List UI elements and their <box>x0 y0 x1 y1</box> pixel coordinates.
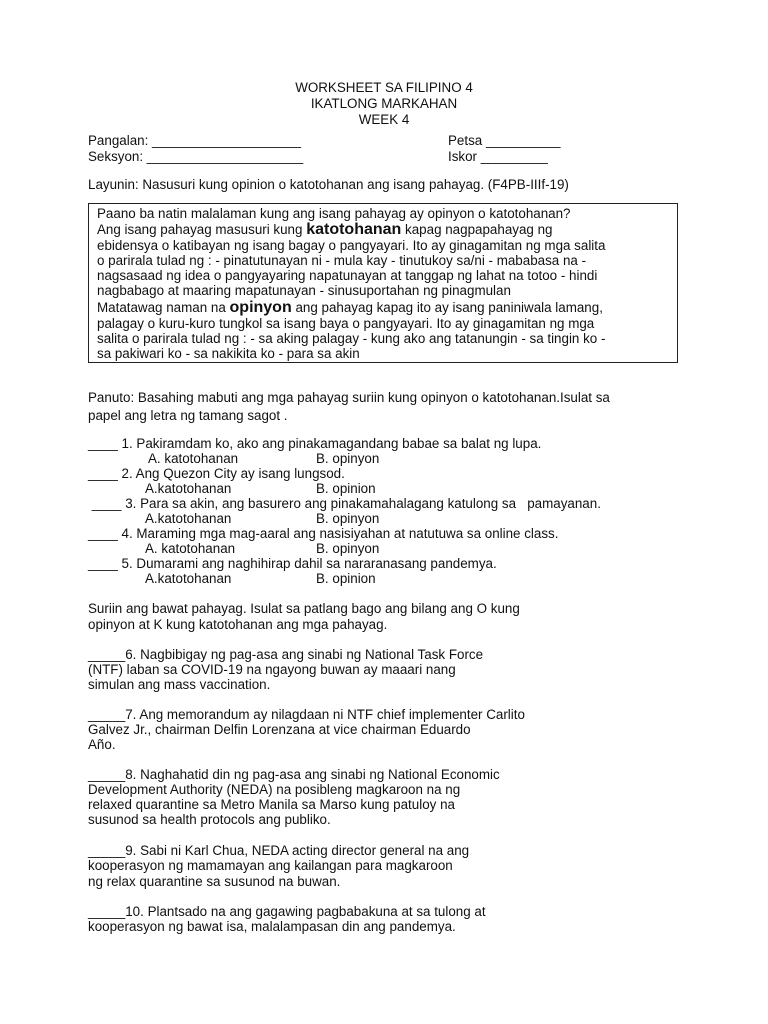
statement-line: kooperasyon ng bawat isa, malalampasan din ang pandemya. <box>88 919 456 934</box>
instructions-line: Suriin ang bawat pahayag. Isulat sa patlang bago ang bilang ang O kung <box>88 601 520 616</box>
question-item-1: ____ 1. Pakiramdam ko, ako ang pinakamagandang babae sa balat ng lupa. <box>88 436 542 451</box>
fact-line: o parirala tulad ng : - pinatutunayan ni - mula kay - tinutukoy sa/ni - mababasa na - <box>97 253 587 268</box>
opinion-line: salita o parirala tulad ng : - sa aking palagay - kung ako ang tatanungin - sa tingin ko - <box>97 331 606 346</box>
quarter-label: IKATLONG MARKAHAN <box>310 96 458 111</box>
choice-a: A.katotohanan <box>145 511 232 526</box>
fact-term: katotohanan <box>306 221 402 238</box>
instructions-line: Panuto: Basahing mabuti ang mga pahayag suriin kung opinyon o katotohanan.Isulat sa <box>88 390 610 405</box>
section-field: Seksyon: _____________________ <box>88 149 304 164</box>
statement-line: kooperasyon ng mamamayan ang kailangan para magkaroon <box>88 858 453 873</box>
opinion-line: palagay o kuru-kuro tungkol sa isang baya o pangyayari. Ito ay ginagamitan ng mga <box>97 316 595 331</box>
statement-line: simulan ang mass vaccination. <box>88 677 271 692</box>
statement-item-10: _____10. Plantsado na ang gagawing pagbabakuna at sa tulong at <box>88 904 486 919</box>
question-item-4: ____ 4. Maraming mga mag-aaral ang nasisiyahan at natutuwa sa online class. <box>88 526 559 541</box>
name-field: Pangalan: ____________________ <box>88 133 301 148</box>
choice-b: B. opinyon <box>316 451 380 466</box>
statement-item-8: _____8. Naghahatid din ng pag-asa ang sinabi ng National Economic <box>88 767 500 782</box>
fact-line: nagbabago at maaring mapatunayan - sinusuportahan ng pinagmulan <box>97 283 511 298</box>
choice-a: A.katotohanan <box>145 481 232 496</box>
choice-b: B. opinion <box>316 481 376 496</box>
fact-prefix: Ang isang pahayag masusuri kung <box>97 222 307 237</box>
choice-a: A. katotohanan <box>145 541 236 556</box>
opinion-suffix: ang pahayag kapag ito ay isang paniniwala lamang, <box>291 300 603 315</box>
question-item-3: ____ 3. Para sa akin, ang basurero ang pinakamahalagang katulong sa pamayanan. <box>88 496 601 511</box>
instructions-line: papel ang letra ng tamang sagot . <box>88 408 288 423</box>
worksheet-title: WORKSHEET SA FILIPINO 4 <box>295 80 473 95</box>
score-field: Iskor _________ <box>448 149 548 164</box>
date-field: Petsa __________ <box>448 133 561 148</box>
statement-line: Galvez Jr., chairman Delfin Lorenzana at vice chairman Eduardo <box>88 722 471 737</box>
fact-definition-line <box>97 222 552 237</box>
objective-text: Layunin: Nasusuri kung opinion o katotohanan ang isang pahayag. (F4PB-IIIf-19) <box>88 177 569 192</box>
statement-line: ng relax quarantine sa susunod na buwan. <box>88 874 341 889</box>
fact-line: nagsasaad ng idea o pangyayaring napatunayan at tanggap ng lahat na totoo - hindi <box>97 268 598 283</box>
statement-line: susunod sa health protocols ang publiko. <box>88 812 331 827</box>
instructions-line: opinyon at K kung katotohanan ang mga pahayag. <box>88 617 388 632</box>
choice-b: B. opinyon <box>316 541 380 556</box>
opinion-term: opinyon <box>229 299 292 316</box>
choice-a: A.katotohanan <box>145 571 232 586</box>
opinion-definition-line <box>97 300 603 315</box>
statement-item-7: _____7. Ang memorandum ay nilagdaan ni NTF chief implementer Carlito <box>88 707 525 722</box>
statement-line: Development Authority (NEDA) na posibleng magkaroon na ng <box>88 782 461 797</box>
fact-suffix: kapag nagpapahayag ng <box>401 222 553 237</box>
choice-a: A. katotohanan <box>148 451 239 466</box>
info-question: Paano ba natin malalaman kung ang isang pahayag ay opinyon o katotohanan? <box>97 206 571 221</box>
opinion-line: sa pakiwari ko - sa nakikita ko - para sa akin <box>97 346 360 361</box>
info-box <box>88 203 678 363</box>
question-item-5: ____ 5. Dumarami ang naghihirap dahil sa nararanasang pandemya. <box>88 556 497 571</box>
opinion-prefix: Matatawag naman na <box>97 300 230 315</box>
statement-line: Año. <box>88 737 116 752</box>
choice-b: B. opinyon <box>316 511 380 526</box>
question-item-2: ____ 2. Ang Quezon City ay isang lungsod. <box>88 466 345 481</box>
statement-item-9: _____9. Sabi ni Karl Chua, NEDA acting director general na ang <box>88 843 470 858</box>
statement-line: (NTF) laban sa COVID-19 na ngayong buwan ay maaari nang <box>88 662 456 677</box>
choice-b: B. opinion <box>316 571 376 586</box>
week-label: WEEK 4 <box>358 112 410 127</box>
statement-line: relaxed quarantine sa Metro Manila sa Marso kung patuloy na <box>88 797 455 812</box>
fact-line: ebidensya o katibayan ng isang bagay o pangyayari. Ito ay ginagamitan ng mga salita <box>97 238 606 253</box>
statement-item-6: _____6. Nagbibigay ng pag-asa ang sinabi ng National Task Force <box>88 647 484 662</box>
